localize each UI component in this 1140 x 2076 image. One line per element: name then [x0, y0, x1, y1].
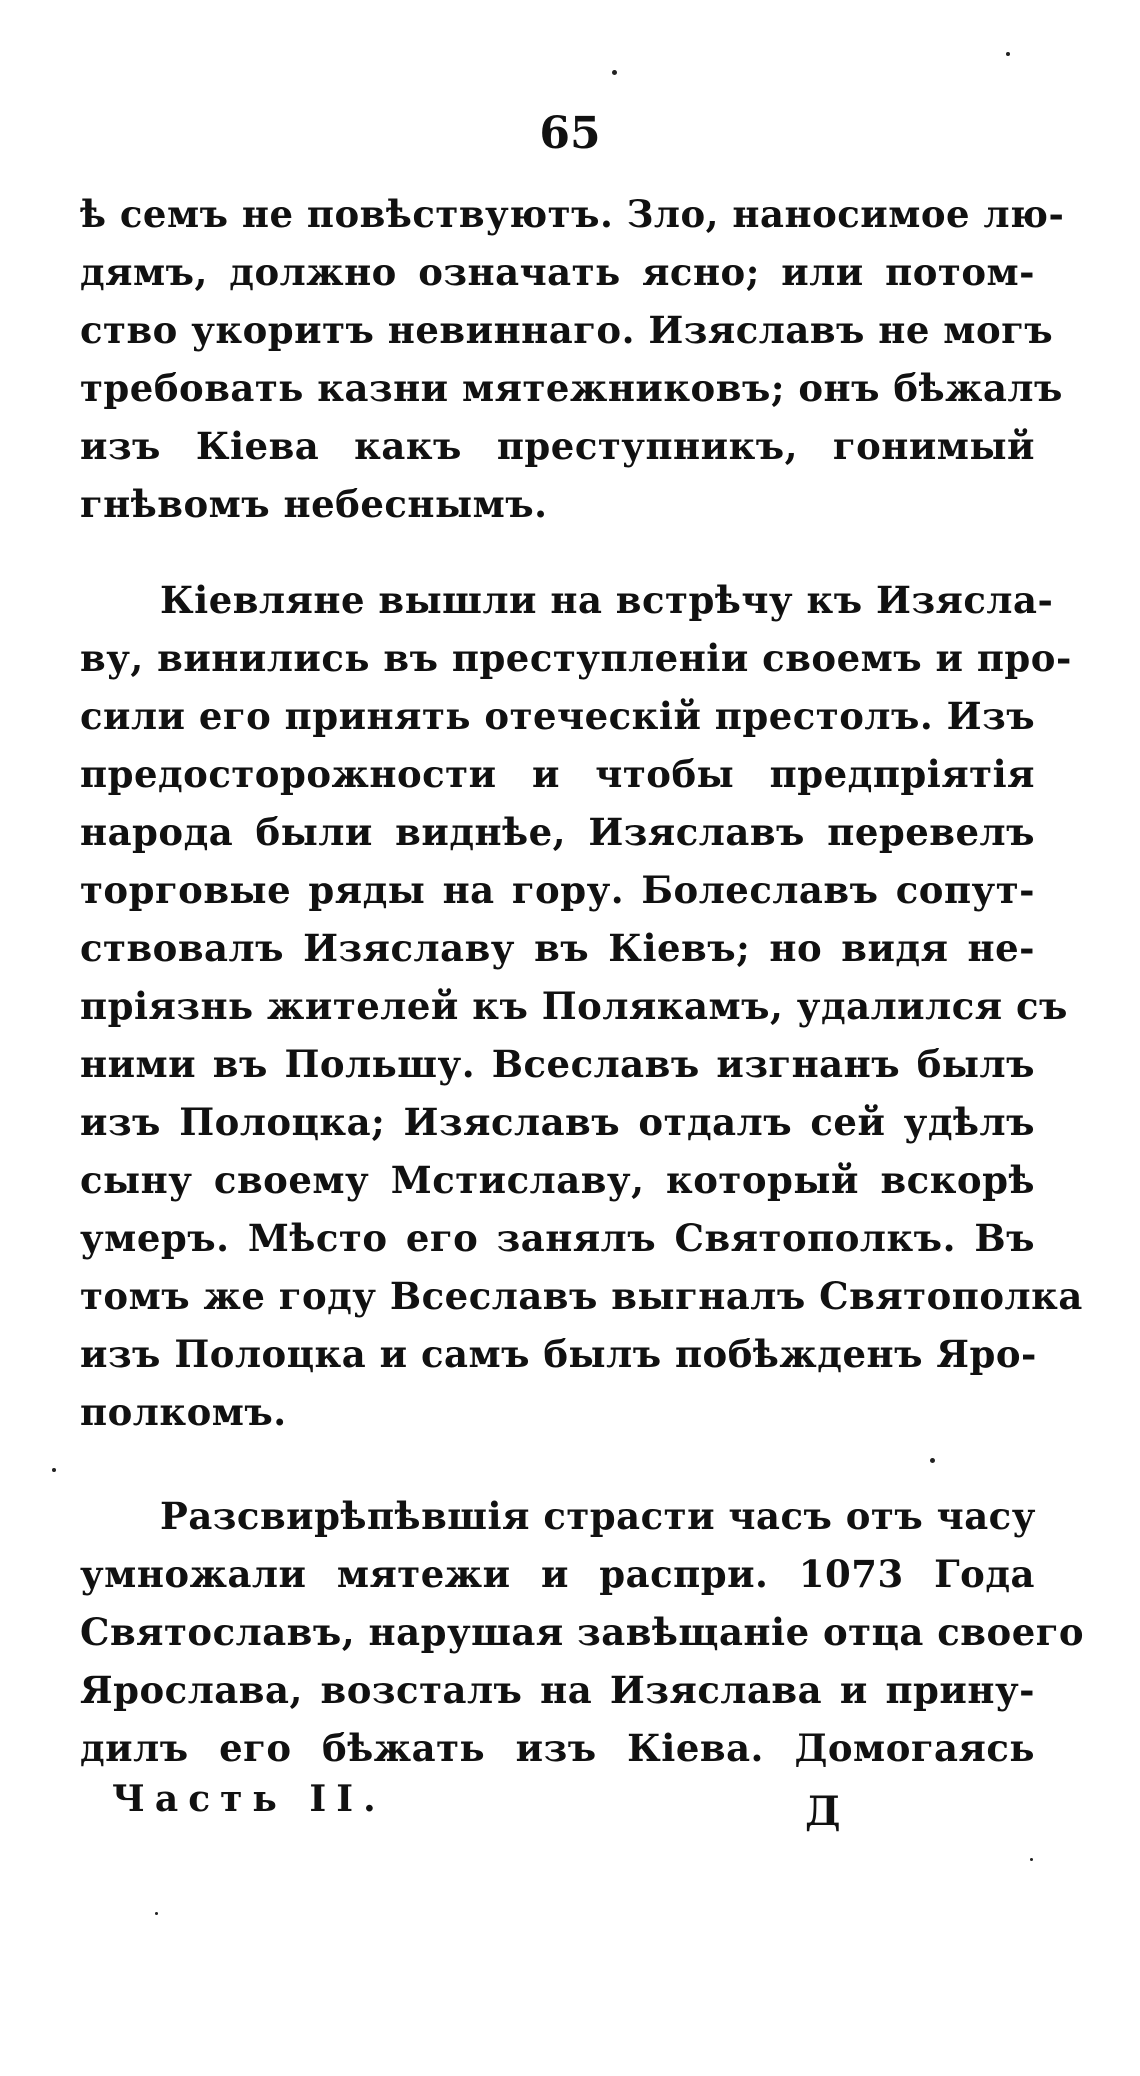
- text-line: умеръ. Мѣсто его занялъ Святополкъ. Въ: [80, 1216, 1035, 1260]
- text-line: полкомъ.: [80, 1390, 287, 1434]
- part-label: Часть II.: [112, 1778, 386, 1820]
- text-line: ѣ семъ не повѣствуютъ. Зло, наносимое лю-: [80, 192, 1065, 236]
- text-line: Святославъ, нарушая завѣщаніе отца своего: [80, 1610, 1085, 1654]
- text-line: ство укоритъ невиннаго. Изяславъ не могъ: [80, 308, 1054, 352]
- text-line: ву, винились въ преступленіи своемъ и про-: [80, 636, 1072, 680]
- text-line: изъ Кіева какъ преступникъ, гонимый: [80, 424, 1035, 468]
- text-line: изъ Полоцка и самъ былъ побѣжденъ Яро-: [80, 1332, 1037, 1376]
- scan-speck: [155, 1912, 158, 1915]
- scan-speck: [1006, 52, 1010, 56]
- text-line: требовать казни мятежниковъ; онъ бѣжалъ: [80, 366, 1063, 410]
- text-line: изъ Полоцка; Изяславъ отдалъ сей удѣлъ: [80, 1100, 1035, 1144]
- text-line: Кіевляне вышли на встрѣчу къ Изясла-: [160, 578, 1054, 622]
- text-line: гнѣвомъ небеснымъ.: [80, 482, 548, 526]
- text-line: томъ же году Всеславъ выгналъ Святополка: [80, 1274, 1083, 1318]
- text-line: предосторожности и чтобы предпріятія: [80, 752, 1035, 796]
- text-line: народа были виднѣе, Изяславъ перевелъ: [80, 810, 1035, 854]
- scan-speck: [612, 70, 617, 75]
- text-line: ствовалъ Изяславу въ Кіевъ; но видя не-: [80, 926, 1035, 970]
- signature-mark: Д: [805, 1788, 841, 1835]
- text-line: умножали мятежи и распри. 1073 Года: [80, 1552, 1035, 1596]
- text-line: торговые ряды на гору. Болеславъ сопут-: [80, 868, 1035, 912]
- text-line: ними въ Польшу. Всеславъ изгнанъ былъ: [80, 1042, 1035, 1086]
- scan-speck: [52, 1468, 56, 1472]
- scan-speck: [1030, 1858, 1033, 1861]
- text-line: дилъ его бѣжать изъ Кіева. Домогаясь: [80, 1726, 1035, 1770]
- text-line: пріязнь жителей къ Полякамъ, удалился съ: [80, 984, 1068, 1028]
- text-line: Ярослава, возсталъ на Изяслава и прину-: [80, 1668, 1035, 1712]
- text-line: сыну своему Мстиславу, который вскорѣ: [80, 1158, 1035, 1202]
- text-line: Разсвирѣпѣвшія страсти часъ отъ часу: [160, 1494, 1036, 1538]
- scan-speck: [930, 1458, 935, 1463]
- text-line: дямъ, должно означать ясно; или потом-: [80, 250, 1035, 294]
- text-line: сили его принять отеческій престолъ. Изъ: [80, 694, 1036, 738]
- page-number: 65: [539, 108, 601, 159]
